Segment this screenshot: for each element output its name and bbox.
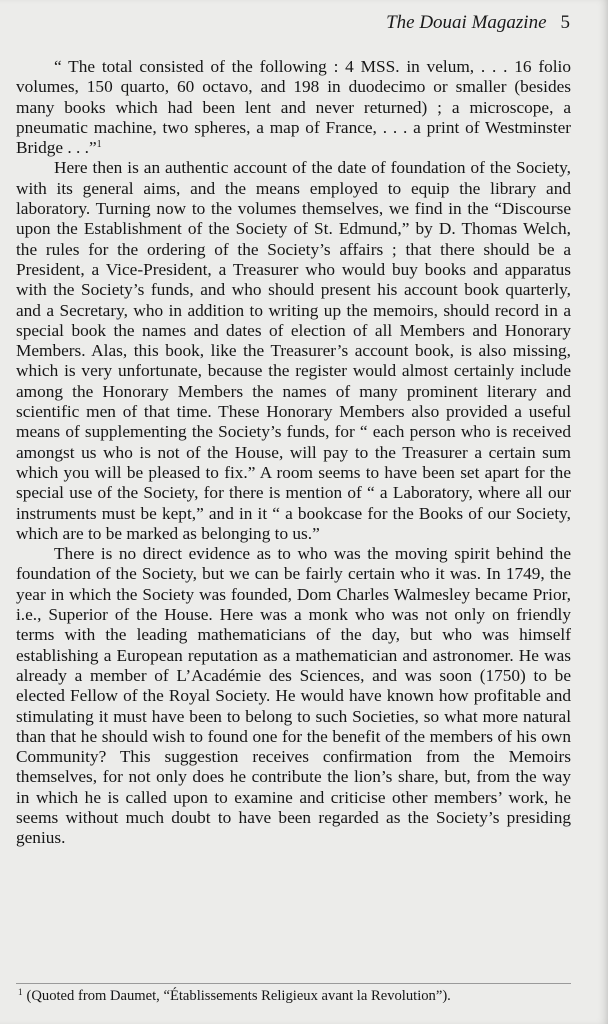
paragraph-society-rules: Here then is an authentic account of the date of foundation of the Society, with its general aims, and the means employed to equip the library and laboratory. Turning now to the volumes themselves, we find in the “Discourse upon the Establishment of the Society of St. Edmund,” by D. Thomas Welch, the rules for the ordering of the Society’s affairs ; that there should be a President, a Vice-President, a Treasurer who would buy books and apparatus with the Society’s funds, and who should present his account book quarterly, and a Secretary, who in addition to writing up the memoirs, should record in a special book the names and dates of election of all Members and Honorary Members. Alas, this book, like the Treasurer’s account book, is also missing, which is very unfortunate, because the register would almost certainly include among the Honorary Members the names of many prominent literary and scientific men of that time. These Honorary Members also provided a useful means of supplementing the Society’s funds, for “ each person who is received amongst us who is not of the House, will pay to the Treasurer a certain sum which you will be pleased to fix.” A room seems to have been set apart for the special use of the Society, for there is mention of “ a Laboratory, where all our instruments must be kept,” and in it “ a bookcase for the Books of our Society, which are to be marked as belonging to us.” [16, 158, 571, 543]
running-head [386, 12, 570, 34]
paragraph-text: “ The total consisted of the following : 4 MSS. in velum, . . . 16 folio volumes, 150 quarto, 60 octavo, and 198 in duodecimo or smaller (besides many books which had been lent and never returned) ; a microscope, a pneumatic machine, two spheres, a map of France, . . . a print of Westminster Bridge . . .” [16, 57, 571, 158]
magazine-title: The Douai Magazine [386, 12, 547, 33]
body-text [16, 57, 571, 849]
footnote-divider [16, 983, 571, 984]
paragraph-quote [16, 57, 571, 158]
page-number: 5 [560, 12, 570, 33]
paragraph-walmesley: There is no direct evidence as to who was the moving spirit behind the foundation of the Society, but we can be fairly certain who it was. In 1749, the year in which the Society was founded, Dom Charles Walmesley became Prior, i.e., Superior of the House. Here was a monk who was not only on friendly terms with the leading mathematicians of the day, but who was himself establishing a European reputation as a mathematician and astronomer. He was already a member of L’Académie des Sciences, and was soon (1750) to be elected Fellow of the Royal Society. He would have known how profitable and stimulating it must have been to belong to such Societies, so what more natural than that he should wish to found one for the benefit of the members of his own Community? This suggestion receives confirmation from the Memoirs themselves, for not only does he contribute the lion’s share, but, from the way in which he is called upon to examine and criticise other members’ work, he seems without much doubt to have been regarded as the Society’s presiding genius. [16, 544, 571, 848]
footnote-reference: 1 [96, 139, 102, 151]
footnote-marker: 1 [18, 987, 23, 997]
footnote-text: (Quoted from Daumet, “Établissements Religieux avant la Revolution”). [26, 988, 451, 1004]
footnote [18, 987, 578, 1005]
